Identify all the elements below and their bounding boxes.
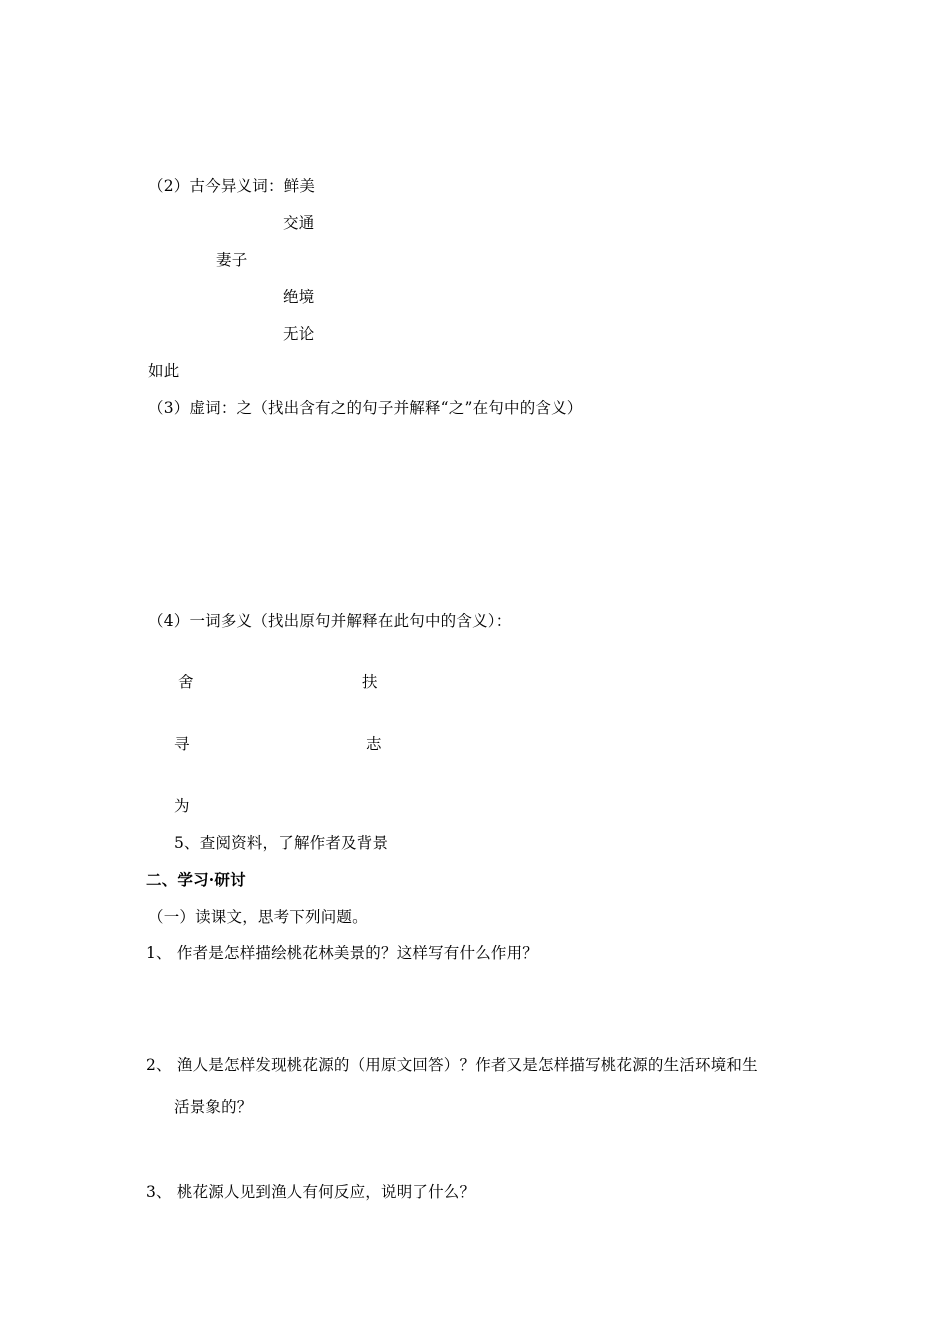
- polysemy-word: 志: [366, 735, 382, 753]
- vocab-word: 无论: [283, 325, 315, 343]
- vocab-word: 如此: [148, 362, 180, 380]
- polysemy-word: 扶: [362, 673, 378, 691]
- polysemy-word: 舍: [178, 673, 194, 691]
- ancient-modern-words-heading: （2）古今异义词：鲜美: [148, 177, 316, 195]
- section-2-title: 二、学习·研讨: [146, 870, 246, 889]
- question-2: 2、 渔人是怎样发现桃花源的（用原文回答）？作者又是怎样描写桃花源的生活环境和生: [146, 1056, 758, 1074]
- section-2-subheading: （一）读课文，思考下列问题。: [148, 908, 368, 926]
- question-1: 1、 作者是怎样描绘桃花林美景的？这样写有什么作用？: [146, 944, 538, 962]
- question-2-continued: 活景象的？: [174, 1098, 253, 1116]
- vocab-word: 绝境: [283, 288, 315, 306]
- polysemy-heading: （4）一词多义（找出原句并解释在此句中的含义）：: [148, 612, 512, 630]
- vocab-word: 交通: [283, 214, 315, 232]
- function-word-heading: （3）虚词：之（找出含有之的句子并解释“之”在句中的含义）: [148, 399, 583, 417]
- polysemy-word: 为: [174, 797, 190, 815]
- item-5: 5、查阅资料，了解作者及背景: [174, 834, 389, 852]
- question-3: 3、 桃花源人见到渔人有何反应，说明了什么？: [146, 1183, 476, 1201]
- polysemy-word: 寻: [174, 735, 190, 753]
- vocab-word: 妻子: [216, 251, 248, 269]
